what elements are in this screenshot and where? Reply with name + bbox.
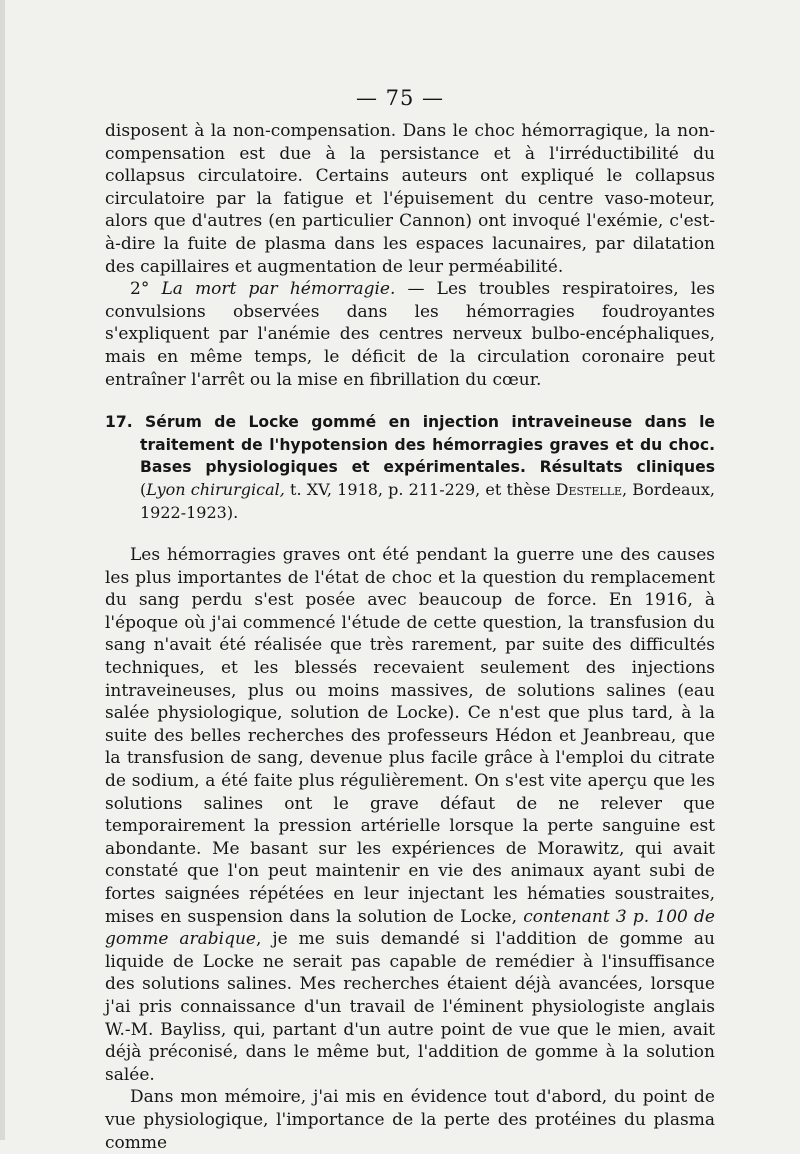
paragraph-1: disposent à la non-compensation. Dans le choc hémorragique, la non-compensation est due à la persistance et à l'irréductibilité du collapsus circulatoire. Certains auteurs ont expliqué le collapsus circulatoire par la fatigue et l'épuisement du centre vaso-moteur, alors que d'autres (en particulier Cannon) ont invoqué l'exémie, c'est-à-dire la fuite de plasma dans les espaces lacunaires, par dilatation des capillaires et augmentation de leur perméabilité. xyxy=(105,121,715,277)
source-author: Destelle xyxy=(555,479,623,499)
paragraph-3 xyxy=(105,544,715,1086)
section-heading xyxy=(105,411,715,524)
source-end: , Bordeaux, 1922-1923). xyxy=(140,479,716,522)
paragraph-2-number: 2° xyxy=(130,279,150,300)
paragraph-3-text: Les hémorragies graves ont été pendant la guerre une des causes les plus importantes de l'état de choc et la question du remplacement du sang perdu s'est posée avec beaucoup de force. En 1916, à l'époque où j'ai commencé l'étude de cette question, la transfusion du sang n'avait été réalisée que très rarement, par suite des difficultés techniques, et les blessés recevaient seulement des injections intraveineuses, plus ou moins massives, de solutions salines (eau salée physiologique, solution de Locke). Ce n'est que plus tard, à la suite des belles recherches des professeurs Hédon et Jeanbreau, que la transfusion de sang, devenue plus facile grâce à l'emploi du citrate de sodium, a été faite plus régulièrement. On s'est vite aperçu que les solutions salines ont le grave défaut de ne relever que temporairement la pression artérielle lorsque la perte sanguine est abondante. Me basant sur les expériences de Morawitz, qui avait constaté que l'on peut maintenir en vie des animaux ayant subi de fortes saignées répétées en leur injectant les hématies soustraites, mises en suspension dans la solution de Locke, xyxy=(105,545,715,927)
source-ref: t. XV, 1918, p. 211-229, et thèse xyxy=(290,479,551,499)
scan-edge xyxy=(0,0,5,1140)
paragraph-3-rest: , je me suis demandé si l'addition de gomme au liquide de Locke ne serait pas capable de remédier à l'insuffisance des solutions salines. Mes recherches étaient déjà avancées, lorsque j'ai pris connaissance d'un travail de l'éminent physiologiste anglais W.-M. Bayliss, qui, partant d'un autre point de vue que le mien, avait déjà préconisé, dans le même but, l'addition de gomme à la solution salée. xyxy=(105,929,715,1085)
source-journal: Lyon chirurgical, xyxy=(146,479,285,499)
paragraph-4: Dans mon mémoire, j'ai mis en évidence tout d'abord, du point de vue physiologique, l'importance de la perte des protéines du plasma comme xyxy=(105,1087,715,1153)
paragraph-2-title: La mort par hémorragie. xyxy=(161,279,396,300)
source-open: ( xyxy=(140,479,147,499)
page-number: — 75 — xyxy=(355,86,445,110)
paragraph-2 xyxy=(105,278,715,391)
section-title: 17. Sérum de Locke gommé en injection intraveineuse dans le traitement de l'hypotension des hémorragies graves et du choc. Bases physiologiques et expérimentales. Résultats cliniques xyxy=(105,413,715,477)
section-source xyxy=(140,480,715,522)
paragraph-2-text: — Les troubles respiratoires, les convulsions observées dans les hémorragies foudroyantes s'expliquent par l'anémie des centres nerveux bulbo-encéphaliques, mais en même temps, le déficit de la circulation coronaire peut entraîner l'arrêt ou la mise en fibrillation du cœur. xyxy=(105,279,715,390)
text-body xyxy=(105,120,715,1154)
paragraph-3-italic: contenant 3 p. 100 de gomme arabique xyxy=(105,906,715,950)
